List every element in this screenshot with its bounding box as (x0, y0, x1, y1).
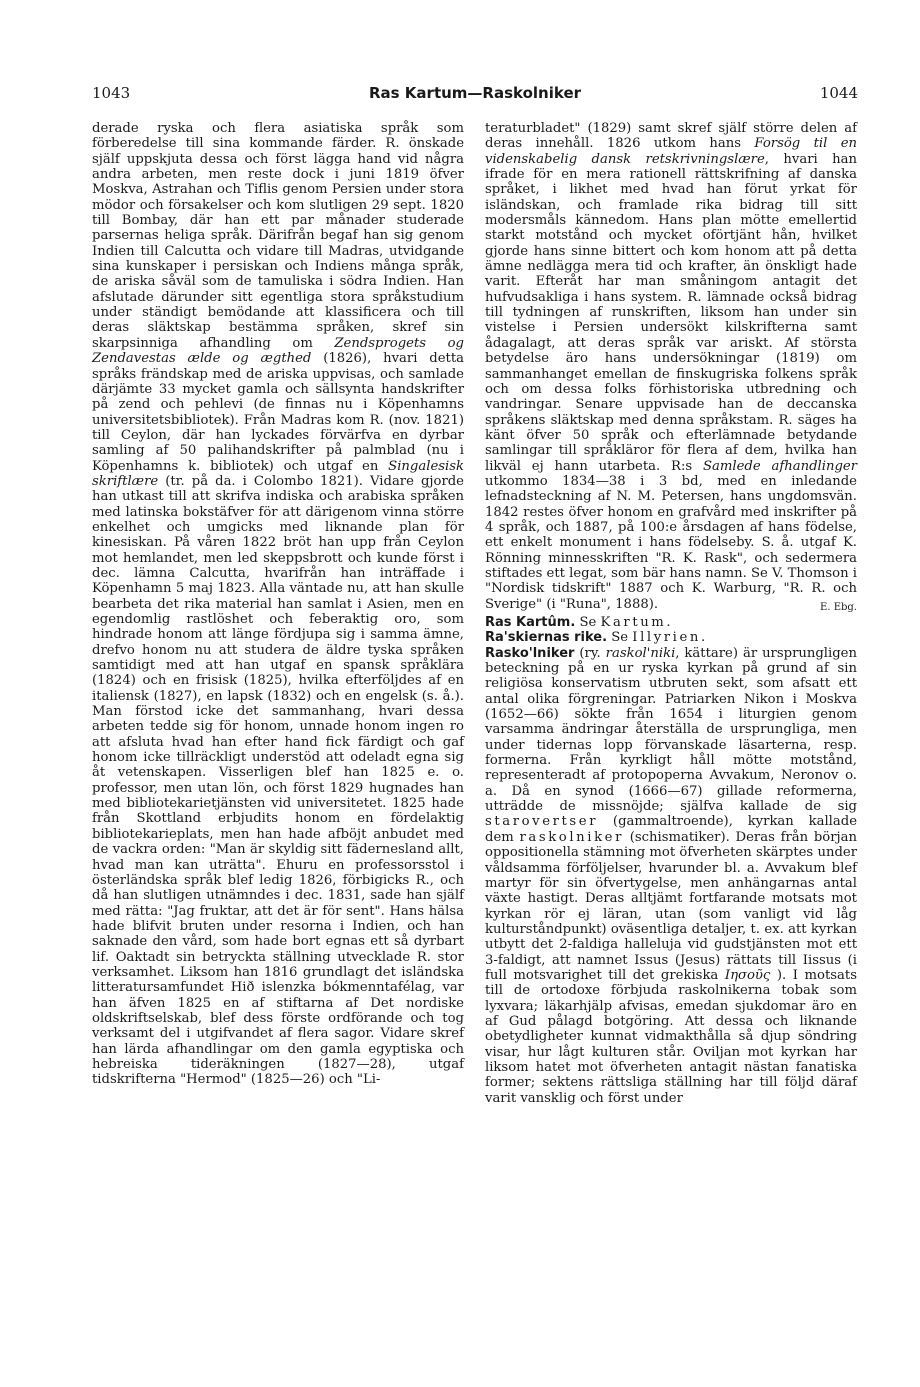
entry-headword: Ras Kartûm. (485, 615, 576, 630)
spaced-term: raskolniker (519, 829, 624, 845)
spaced-term: starovertser (485, 814, 599, 830)
text-run: (tr. på da. i Colombo 1821). Vidare gjorde han utkast till att skrifva indiska och arabiska språken med latinska bokstäfver för att därigenom vinna större enkelhet och umgicks med liknande plan för kinesiskan. På våren 1822 bröt han upp från Ceylon mot hemlandet, men led skeppsbrott och kunde först i dec. lämna Calcutta, hvarifrån han inträffade i Köpenhamn 5 maj 1823. Alla väntade nu, att han skulle bearbeta det rika material han samlat i Asien, men en egendomlig rastlöshet och feberaktig oro, som hindrade honom att länge fördjupa sig i samma ämne, drefvo honom nu att studera de äldre tyska språken samtidigt med att han utgaf en spansk språklära (1824) och en frisisk (1825), hvilka efterföljdes af en italiensk (1827), en lapsk (1832) och en engelsk (s. å.). Man förstod icke det sammanhang, hvari dessa arbeten tedde sig för honom, unnade honom ingen ro att afsluta hvad han efter hand fick färdigt och gaf honom icke tillräckligt understöd att odeladt egna sig åt vetenskapen. Visserligen blef han 1825 e. o. professor, men utan lön, och först 1829 hugnades han med bibliotekarietjänsten vid universitetet. 1825 hade från Skottland erbjudits honom en fördelaktig bibliotekarieplats, men han hade afböjt anbudet med de vackra orden: "Man är skyldig sitt fädernesland allt, hvad man kan uträtta". Ehuru en professorsstol i österländska språk blef ledig 1826, förbigicks R., och då han slutligen utnämndes i dec. 1831, sade han själf med rätta: "Jag fruktar, att det är för sent". Hans hälsa hade blifvit bruten under resorna i Indien, och han saknade den vård, som hade bort egnas ett så dyrbart lif. Oaktadt sin betryckta ställning utvecklade R. stor verksamhet. Liksom han 1816 grundlagt det isländska litteratursamfundet Hið islenzka bókmenntafélag, var han äfven 1825 en af stiftarna af Det nordiske oldskriftselskab, blef dess förste ordförande och tog verksamt del i utgifvandet af flera sagor. Vidare skref han lärda afhandlingar om den gamla egyptiska och hebreiska tideräkningen (1827—28), utgaf tidskrifterna "Hermod" (1825—26) och "Li- (92, 473, 464, 1088)
text-run: utkommo 1834—38 i 3 bd, med en inledande lefnadsteckning af N. M. Petersen, hans ungdomsvän. 1842 restes öfver honom en grafvård med inskrifter på 4 språk, och 1887, på 100:e årsdagen af hans födelse, ett enkelt monument i hans födelseby. S. å. utgaf K. Rönning minnesskriften "R. K. Rask", och sedermera stiftades ett legat, som bär hans namn. Se V. Thomson i "Nordisk tidskrift" 1887 och K. Warburg, "R. R. och Sverige" (i "Runa", 1888). (485, 473, 857, 612)
entry-ras-kartum (485, 615, 857, 630)
page-number-right: 1044 (819, 84, 858, 102)
left-column-text (92, 121, 464, 1088)
text-run: ). I motsats till de ortodoxe förbjuda raskolnikerna tobak som lyxvara; läkarhjälp afvisas, emedan sjukdomar äro en af Gud pålagd botgöring. Att dessa och liknande obetydligheter kunnat vidmakthålla så djup söndring visar, hur lågt kulturen står. Oviljan mot kyrkan har liksom hatet mot öfverheten antagit nästan fanatiska former; sektens rättsliga ställning har till följd däraf varit vansklig och först under (485, 967, 857, 1106)
right-column-text (485, 121, 857, 612)
text-run: (gammaltroende), kyrkan kallade dem (485, 814, 857, 845)
text-run: , kättare) är ursprungligen beteckning på en ur ryska kyrkan på grund af sin religiösa konservatism utbruten sekt, som afsatt ett antal olika förgreningar. Patriarken Nikon i Moskva (1652—66) sökte från 1654 i liturgien genom varsamma ändringar återställa de ursprungliga, men under tidernas lopp förvanskade läsarterna, resp. formerna. Från kyrkligt håll mötte motstånd, representeradt af protopoperna Avvakum, Neronov o. a. Då en synod (1666—67) gillade reformerna, utträdde de missnöjde; själfva kallade de sig (485, 645, 857, 815)
left-column (92, 121, 464, 1088)
running-title: Ras Kartum—Raskolniker (368, 84, 582, 102)
text-run: derade ryska och flera asiatiska språk som förberedelse till sina kommande färder. R. önskade själf uppskjuta dessa och först lägga hand vid några andra arbeten, men reste dock i juni 1819 öfver Moskva, Astrahan och Tiflis genom Persien under stora mödor och försakelser och kom slutligen 29 sept. 1820 till Bombay, där han ett par månader studerade parsernas heliga språk. Därifrån begaf han sig genom Indien till Calcutta och vidare till Madras, utvidgande sina kunskaper i persiskan och Indiens många språk, de ariska såväl som de tamuliska i södra Indien. Han afslutade därunder sitt egentliga stora språkstudium under ständigt bemödande att klassificera och till deras släktskap bestämma språken, skref sin skarpsinniga afhandling om (92, 121, 464, 351)
italic-title: Samlede afhandlinger (703, 458, 858, 474)
italic-title: Zendsprogets og Zendavestas ælde og ægthed (92, 335, 464, 367)
text-run: (1826), hvari detta språks frändskap med de ariska uppvisas, och samlade därjämte 33 mycket gamla och sällsynta handskrifter på zend och pehlevi (de finnas nu i Köpenhamns universitetsbibliotek). Från Madras kom R. (nov. 1821) till Ceylon, där han lyckades förvärfva en dyrbar samling af 50 palihandskrifter på palmblad (nu i Köpenhamns k. bibliotek) och utgaf en (92, 351, 464, 474)
text-run: (schismatiker). Deras från början oppositionella stämning mot öfverheten skärptes under våldsamma förföljelser, hvarunder bl. a. Avvakum blef martyr för sin öfvertygelse, men anhängarnas antal växte hastigt. Deras alltjämt fortfarande motsats mot kyrkan rör ej läran, utan (som vanligt vid låg kulturståndpunkt) oväsentliga detaljer, t. ex. att kyrkan utbytt det 2-faldiga halleluja vid gudstjänsten mot ett 3-faldigt, att namnet Issus (Jesus) rättats till Iissus (i full motsvarighet till det grekiska (485, 829, 857, 983)
italic-term: raskol'niki (605, 645, 676, 661)
text-run: (ry. (574, 645, 606, 661)
text-run: Se (607, 630, 633, 646)
cross-reference: Kartum. (600, 615, 674, 630)
entry-raskolniker (485, 646, 857, 1106)
entry-headword: Rasko'lniker (485, 645, 575, 661)
entry-headword: Ra'skiernas rike. (485, 630, 608, 646)
author-signature: E. Ebg. (820, 601, 857, 613)
page-number-left: 1043 (92, 84, 131, 102)
right-column (485, 121, 857, 1106)
italic-title: Forsög til en videnskabelig dansk retskrivningslære (485, 136, 857, 167)
text-run: Se (575, 615, 601, 630)
greek-term: Iησοῦς (724, 967, 771, 983)
entry-raskiernas-rike (485, 630, 857, 645)
text-run: teraturbladet" (1829) samt skref själf större delen af deras innehåll. 1826 utkom hans (485, 121, 857, 152)
cross-reference: Illyrien. (632, 630, 708, 646)
text-run: , hvari han ifrade för en mera rationell rättskrifning af danska språket, i likhet med hvad han förut yrkat för isländskan, och framlade rika bidrag till sitt modersmåls kännedom. Hans plan mötte emellertid starkt motstånd och mycket oförtjänt hån, hvilket gjorde hans sinne bittert och kom honom att på detta ämne nedlägga mera tid och krafter, än önskligt hade varit. Efteråt har man småningom antagit det hufvudsakliga i hans system. R. lämnade också bidrag till tydningen af runskriften, liksom han under sin vistelse i Persien undersökt kilskrifterna samt ådagalagt, att deras språk var ariskt. Af största betydelse äro hans undersökningar (1819) om sammanhanget emellan de finskugriska folkens språk och om dessa folks förhistoriska utbredning och vandringar. Senare uppvisade han de deccanska språkens släktskap med denna språkstam. R. säges ha känt öfver 50 språk och efterlämnade betydande samlingar till språkläror för flera af dem, hvilka han likväl ej hann utarbeta. R:s (485, 151, 857, 474)
italic-title: Singalesisk skriftlære (92, 458, 464, 489)
page-header (92, 84, 858, 108)
